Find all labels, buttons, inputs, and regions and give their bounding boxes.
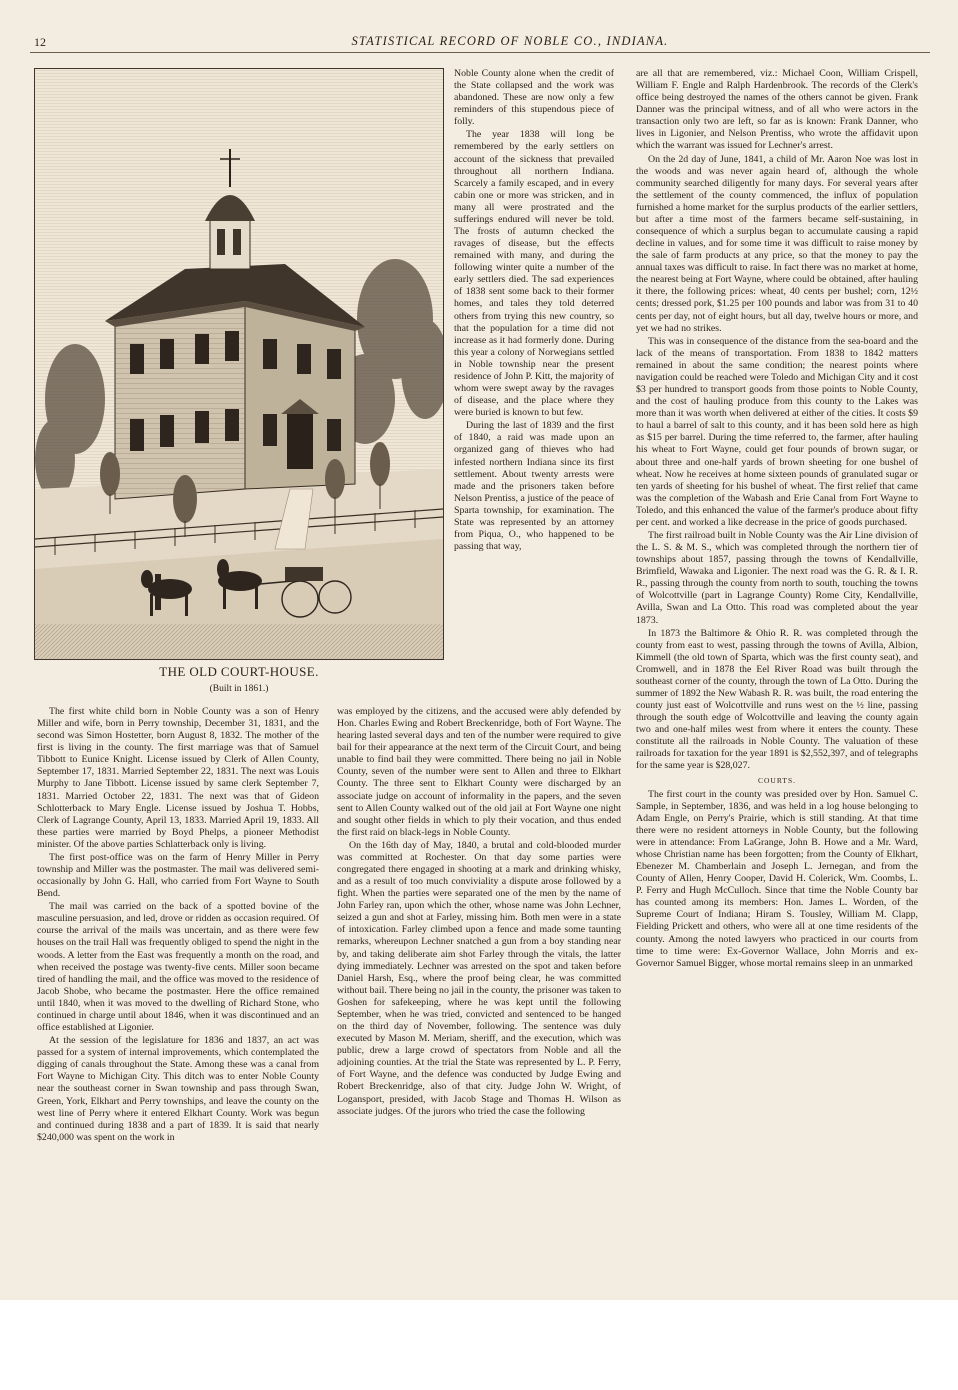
figure-title: THE OLD COURT-HOUSE. [159, 664, 319, 679]
paragraph: are all that are remembered, viz.: Michael Coon, William Crispell, William F. Engle and Ralph Hardenbrook. The records of the Clerk's office being destroyed the names of the others cannot be given. Frank Danner was the principal witness, and of all who were actors in the transaction only two are left, so far as is known: Frank Danner, who lives in Ligonier, and Nelson Prentiss, who wrote the affidavit upon which the warrant was issued for Lechner's arrest. [636, 68, 918, 152]
section-heading: COURTS. [757, 775, 796, 785]
text-column-right [636, 68, 918, 1276]
paragraph: The first white child born in Noble County was a son of Henry Miller and wife, born in Perry township, December 31, 1831, and the second was Simon Hostetter, born August 8, 1832. The mother of the first is living in the county. The first marriage was that of Samuel Tibbott to Eunice Knight. License issued by Clerk of Allen County, September 17, 1831. Married September 22, 1831. The next was Louis Murphy to Jane Tibbott. License issued by same clerk September 7, 1831. Married October 22, 1831. The next was that of Gideon Schlotterback to Mary Engle. License issued by Joshua T. Hobbs, Clerk of Lagrange County, April 13, 1833. Married April 19, 1833. All these parties were married by Boyd Phelps, a pioneer Methodist minister. Of the above parties Schlatterback only is living. [37, 706, 319, 850]
text-column-upper-middle [454, 68, 614, 708]
paragraph: The mail was carried on the back of a spotted bovine of the masculine persuasion, and led, drove or ridden as occasion required. Of course the arrival of the mails was uncertain, and as there were few houses on the trail Hall was frequently obliged to spend the night in the woods. A letter from the East was frequently a month on the road, and when received the postage was twenty-five cents. Miller soon became tired of handling the mail, and the office was moved to the residence of Jacob Shobe, who became the postmaster. Here the office remained until 1840, when it was moved to the dwelling of Richard Stone, who continued in charge until about 1846, when it was discontinued and an office established at Ligonier. [37, 901, 319, 1034]
text-column-lower-middle [337, 706, 621, 1274]
paragraph: During the last of 1839 and the first of 1840, a raid was made upon an organized gang of thieves who had infested northern Indiana since its first settlement. About twenty arrests were made and the prisoners taken before Nelson Prentiss, a justice of the peace of Sparta township, for examination. The State was represented by an attorney from Piqua, O., who happened to be passing that way, [454, 420, 614, 553]
figure-subtitle: (Built in 1861.) [209, 684, 269, 694]
paragraph: Noble County alone when the credit of the State collapsed and the work was abandoned. These are now only a few reminders of this stupendous piece of folly. [454, 68, 614, 128]
paragraph: In 1873 the Baltimore & Ohio R. R. was completed through the county from east to west, passing through the towns of Avilla, Albion, Kimmell (the old town of Sparta, which was the first county seat), and Cromwell, and in 1878 the Eel River Road was built through the southeast corner of the county, through the town of La Otto. During the summer of 1892 the New Wabash R. R. was built, the road entering the county just east of Wolcottville and runs west on the ½ line, passing through the south edge of Wolcottville and leaving the county again two and one-half miles west from where it enters the county. These constitute all the railroads in Noble County. The valuation of these railroads for taxation for the year 1891 is $2,552,397, and of telegraphs for the same year is $28,027. [636, 627, 918, 772]
running-title: STATISTICAL RECORD OF NOBLE CO., INDIANA. [351, 34, 669, 48]
figure-caption [34, 662, 444, 694]
paragraph: This was in consequence of the distance from the sea-board and the lack of the means of transportation. From 1838 to 1842 matters remained in about the same condition; the nearest points where navigation could be reached were Toledo and Michigan City and it cost $3 per hundred to transport goods from those points to Noble County, and the cost of hauling produce from this county to the Lakes was more than it was worth when delivered at either of the cities. It costs $9 to haul a barrel of salt to this county, and it has been sold here as high as $15 per barrel. During the time referred to, the farmer, after hauling his wheat to Fort Wayne, could get four pounds of brown sugar, or about three and one-half yards of brown sheeting for one bushel of wheat. Now he receives at home sixteen pounds of granulated sugar or ten yards of sheeting for his bushel of wheat. The first relief that came was the completion of the Wabash and Erie Canal from Fort Wayne to Toledo, and this enhanced the value of the farmer's produce about fifty per cent. and worked a like decrease in the price of goods purchased. [636, 335, 918, 528]
paragraph: On the 2d day of June, 1841, a child of Mr. Aaron Noe was lost in the woods and was never again heard of, although the whole community searched diligently for many days. For several years after the settlement of the county commenced, the influx of population furnished a home market for the surplus products of the earlier settlers, but after a time most of the farmers became self-sustaining, in consequence of which a surplus began to accumulate causing a rapid decline in values, and for some time it was difficult to raise money by the sale of farm products at any price, so that the money to pay the annual taxes was difficult to raise. In fact there was no market at home, the nearest being at Fort Wayne, where could be obtained, after hauling it there, the following prices: wheat, 40 cents per bushel; corn, 12½ cents; dressed pork, $1.25 per 100 pounds and labor was from 31 to 40 cents per day, not of eight hours, but all day, twelve hours or more, and yet we had no strikes. [636, 153, 918, 334]
page-header [30, 30, 930, 53]
paragraph: The first post-office was on the farm of Henry Miller in Perry township and Miller was the postmaster. The mail was delivered semi-occasionally by John G. Hall, who carried from Fort Wayne to South Bend. [37, 851, 319, 900]
paragraph: The first railroad built in Noble County was the Air Line division of the L. S. & M. S., which was completed through the northern tier of townships about 1857, passing through the towns of Kendallville, Brimfield, Wawaka and Ligonier. The next road was the G. R. & I. R. R., passing through the county from north to south, touching the towns of Wolcottville (part in Lagrange County) Rome City, Kendallville, Avilla, Swan and La Otto. This road was completed about the year 1873. [636, 529, 918, 626]
paragraph: The first court in the county was presided over by Hon. Samuel C. Sample, in September, 1836, and was held in a log house belonging to Adam Engle, on Perry's Prairie, which is still standing. At that time there were no resident attorneys in Noble County, but the following were in attendance: From LaGrange, John B. Howe and a Mr. Ward, whose Christian name has been forgotten; from the County of Elkhart, Ebenezer M. Chamberlain and Joseph L. Jernegan, and from the County of Allen, Henry Cooper, David H. Colerick, Wm. Coombs, L. P. Ferry and Hugh McCulloch. Since that time the Noble County bar has counted among its members: Hon. James L. Worden, of the Supreme Court of Indiana; Hiram S. Tousley, William M. Clapp, Fielding Prickett and others, who were all at one time residents of the county. Among the noted lawyers who practiced in our courts from time to time were: Ex-Governor Wallace, John Morris and ex-Governor Samuel Bigger, whose mortal remains sleep in an unmarked [636, 788, 918, 969]
page-number: 12 [34, 35, 46, 49]
court-house-illustration [34, 68, 444, 660]
paragraph: The year 1838 will long be remembered by the early settlers on account of the sickness that prevailed throughout all northern Indiana. Scarcely a family escaped, and in every cabin one or more was stricken, and in many all were prostrated and the sufferings endured will never be told. The frosts of autumn checked the ravages of disease, but the effects remained with many, and during the following winter quite a number of the early settlers died. The sad experiences of 1838 sent some back to their former homes, and tales they told deterred others from trying this new country, so that the population for a time did not increase as it had formerly done. During this year a colony of Norwegians settled in Noble township near the present residence of John P. Kitt, the majority of whom were swept away by the ravages of disease, and the place where they were buried is known to but few. [454, 129, 614, 419]
paragraph: On the 16th day of May, 1840, a brutal and cold-blooded murder was committed at Rochester. On that day some parties were congregated there engaged in shooting at a mark and drinking whisky, and as a result of too much conviviality a dispute arose followed by a fight. When the parties were separated one of the men by the name of John Farley ran, upon which the other, whose name was John Lechner, seized a gun and shot at Farley, missing him. Both men were in a state of intoxication. Farley climbed upon a fence and made some taunting remarks, whereupon Lechner snatched a gun from a boy standing near by, and taking deliberate aim shot Farley through the vitals, the latter dying immediately. Lechner was arrested on the spot and taken before Daniel Harsh, Esq., where the proof being clear, he was committed without bail. There being no jail in the county, the prisoner was taken to Goshen for safekeeping, where he was kept until the following September, when he was tried, convicted and sentenced to be hanged on the third day of November, following. The sentence was duly executed by Mason M. Meriam, sheriff, and the execution, which was public, drew a large crowd of spectators from Noble and all the adjoining counties. At the trial the State was represented by L. P. Ferry, of Fort Wayne, and the defence was conducted by Judge Ewing and Robert Breckenridge, also of that city. Judge John W. Wright, of Logansport, presided, with Jacob Stage and Thomas H. Wilson as associate judges. Of the jurors who tried the case the following [337, 839, 621, 1117]
paragraph: was employed by the citizens, and the accused were ably defended by Hon. Charles Ewing and Robert Breckenridge, both of Fort Wayne. The hearing lasted several days and ten of the number were required to give bail for their appearance at the next term of the Circuit Court, and being unable to find bail they were committed. There being no jail in Noble County, seven of the number were sent to Allen and three to Elkhart County. The three sent to Elkhart County were discharged by an associate judge on account of informality in the papers, and the seven sent to Allen County walked out of the old jail at Fort Wayne one night and sought other fields in which to ply their vocation, and thus ended the first raid on black-legs in Noble County. [337, 706, 621, 838]
text-column-lower-left [37, 706, 319, 1274]
paragraph: At the session of the legislature for 1836 and 1837, an act was passed for a system of internal improvements, which contemplated the digging of canals throughout the State. Among these was a canal from Fort Wayne to Michigan City. This ditch was to enter Noble County near the southeast corner in Swan township and pass through Swan, Green, York, Elkhart and Perry townships, and leave the county on the west line of Perry where it entered Elkhart County. Work was begun and continued during 1838 and a part of 1839. It is said that nearly $240,000 was spent on the work in [37, 1035, 319, 1143]
